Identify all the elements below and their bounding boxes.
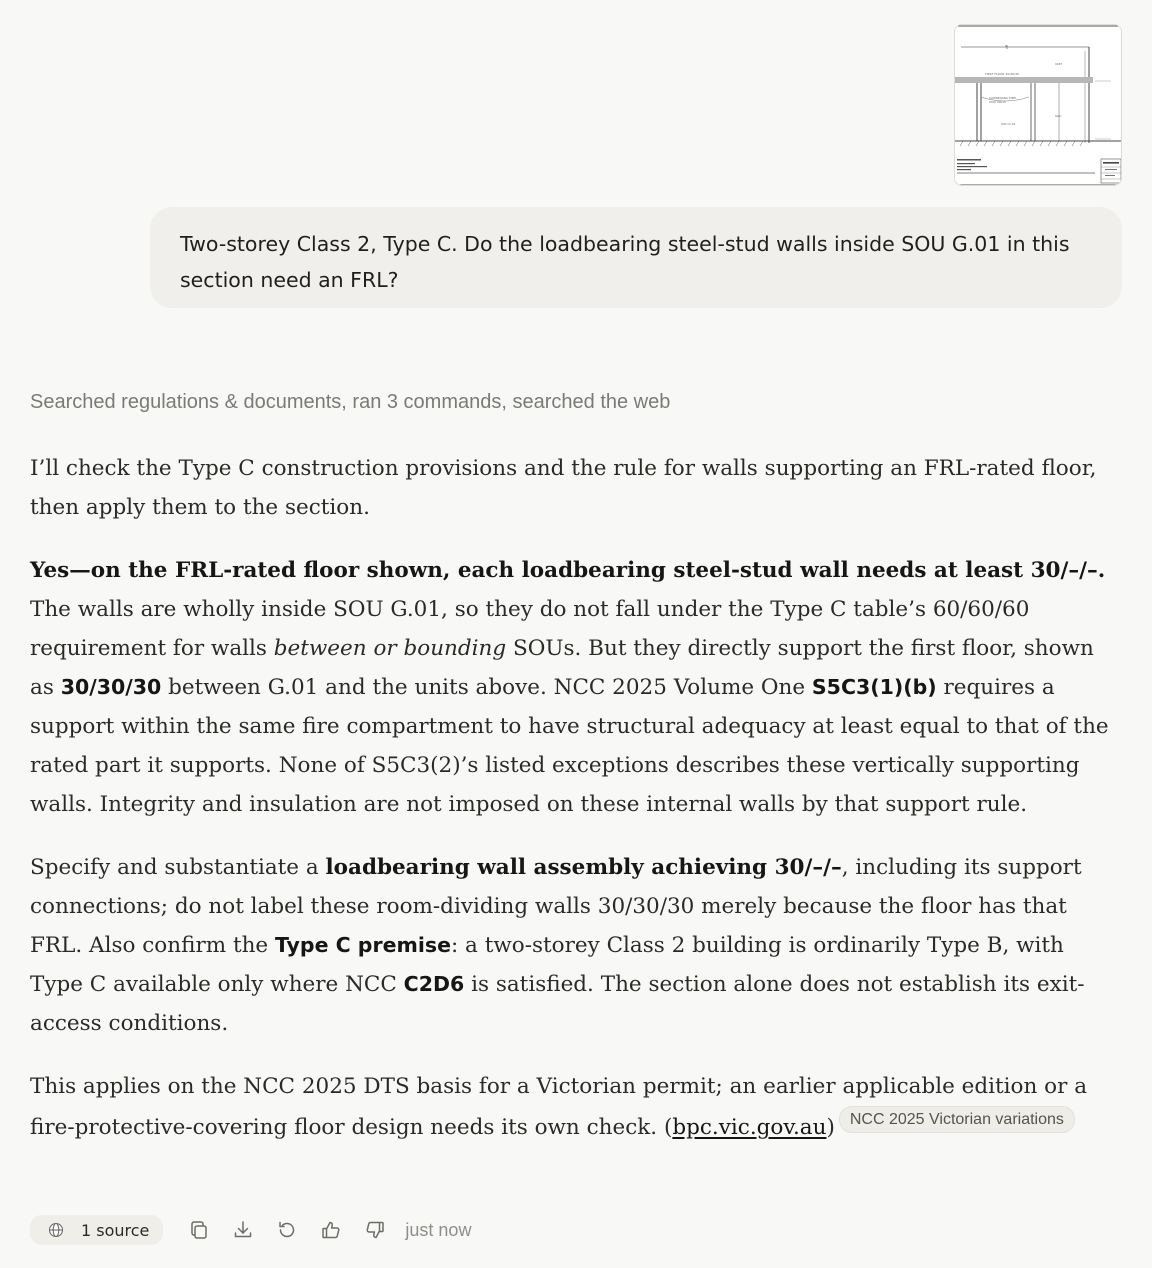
retry-button[interactable] (269, 1215, 305, 1245)
copy-icon (188, 1219, 210, 1241)
emphasis-between-bounding: between or bounding (273, 636, 507, 661)
svg-text:SOU G.01: SOU G.01 (1001, 122, 1016, 126)
svg-text:FIRST FLOOR 30/30/30: FIRST FLOOR 30/30/30 (985, 72, 1019, 76)
globe-icon (46, 1220, 66, 1240)
assistant-response (30, 449, 1112, 1171)
thumbs-up-button[interactable] (313, 1215, 349, 1245)
sources-button[interactable] (30, 1215, 163, 1245)
answer-paragraph-3: Specify and substantiate a loadbearing wall assembly achieving 30/–/–, including its support connections; do not label these room-dividing walls 30/30/30 merely because the floor has that FRL. Also confirm the Type C premise: a two-storey Class 2 building is ordinarily Type B, with Type C available only where NCC C2D6 is satisfied. The section alone does not establish its exit-access conditions. (30, 855, 1085, 1036)
source-link-bpc[interactable]: bpc.vic.gov.au (672, 1115, 827, 1140)
thumbs-down-icon (364, 1219, 386, 1241)
wall-assembly-requirement: loadbearing wall assembly achieving 30/–/– (325, 855, 842, 880)
clause-c2d6: C2D6 (403, 972, 465, 996)
answer-paragraph-4: This applies on the NCC 2025 DTS basis for a Victorian permit; an earlier applicable edition or a fire-protective-covering floor design needs its own check. (bpc.vic.gov.au) NCC 2025 Victorian variations (30, 1074, 1088, 1140)
svg-text:STUD WALLS: STUD WALLS (989, 101, 1006, 104)
copy-button[interactable] (181, 1215, 217, 1245)
retry-icon (276, 1219, 298, 1241)
download-button[interactable] (225, 1215, 261, 1245)
answer-paragraph-1: I’ll check the Type C construction provisions and the rule for walls supporting an FRL-rated floor, then apply them to the section. (30, 456, 1097, 520)
thumbs-up-icon (320, 1219, 342, 1241)
user-message-text: Two-storey Class 2, Type C. Do the loadbearing steel-stud walls inside SOU G.01 in this section need an FRL? (180, 232, 1070, 292)
frl-floor-rating: 30/30/30 (60, 675, 162, 699)
attachment-thumbnail[interactable] (954, 24, 1122, 186)
svg-text:A: A (1005, 44, 1008, 48)
drawing-thumbnail-icon (955, 25, 1122, 186)
message-actions (30, 1215, 471, 1245)
message-timestamp: just now (405, 1219, 472, 1240)
svg-text:UNIT: UNIT (1055, 62, 1063, 66)
svg-text:LOADBEARING STEEL: LOADBEARING STEEL (989, 97, 1017, 100)
answer-lead: Yes—on the FRL-rated floor shown, each loadbearing steel-stud wall needs at least 30/–/–. (30, 558, 1106, 583)
activity-summary[interactable]: Searched regulations & documents, ran 3 commands, searched the web (30, 391, 671, 413)
user-message (150, 207, 1122, 308)
clause-s5c3: S5C3(1)(b) (811, 675, 937, 699)
type-c-premise: Type C premise (274, 933, 451, 957)
thumbs-down-button[interactable] (357, 1215, 393, 1245)
citation-chip[interactable]: NCC 2025 Victorian variations (839, 1106, 1075, 1133)
svg-text:SOU: SOU (1055, 114, 1062, 118)
download-icon (232, 1219, 254, 1241)
sources-label: 1 source (81, 1220, 150, 1240)
answer-paragraph-2: Yes—on the FRL-rated floor shown, each loadbearing steel-stud wall needs at least 30/–/–. The walls are wholly inside SOU G.01, so they do not fall under the Type C table’s 60/60/60 requirement for walls between or bounding SOUs. But they directly support the first floor, shown as 30/30/30 between G.01 and the units above. NCC 2025 Volume One S5C3(1)(b) requires a support within the same fire compartment to have structural adequacy at least equal to that of the rated part it supports. None of S5C3(2)’s listed exceptions describes these vertically supporting walls. Integrity and insulation are not imposed on these internal walls by that support rule. (30, 558, 1109, 817)
